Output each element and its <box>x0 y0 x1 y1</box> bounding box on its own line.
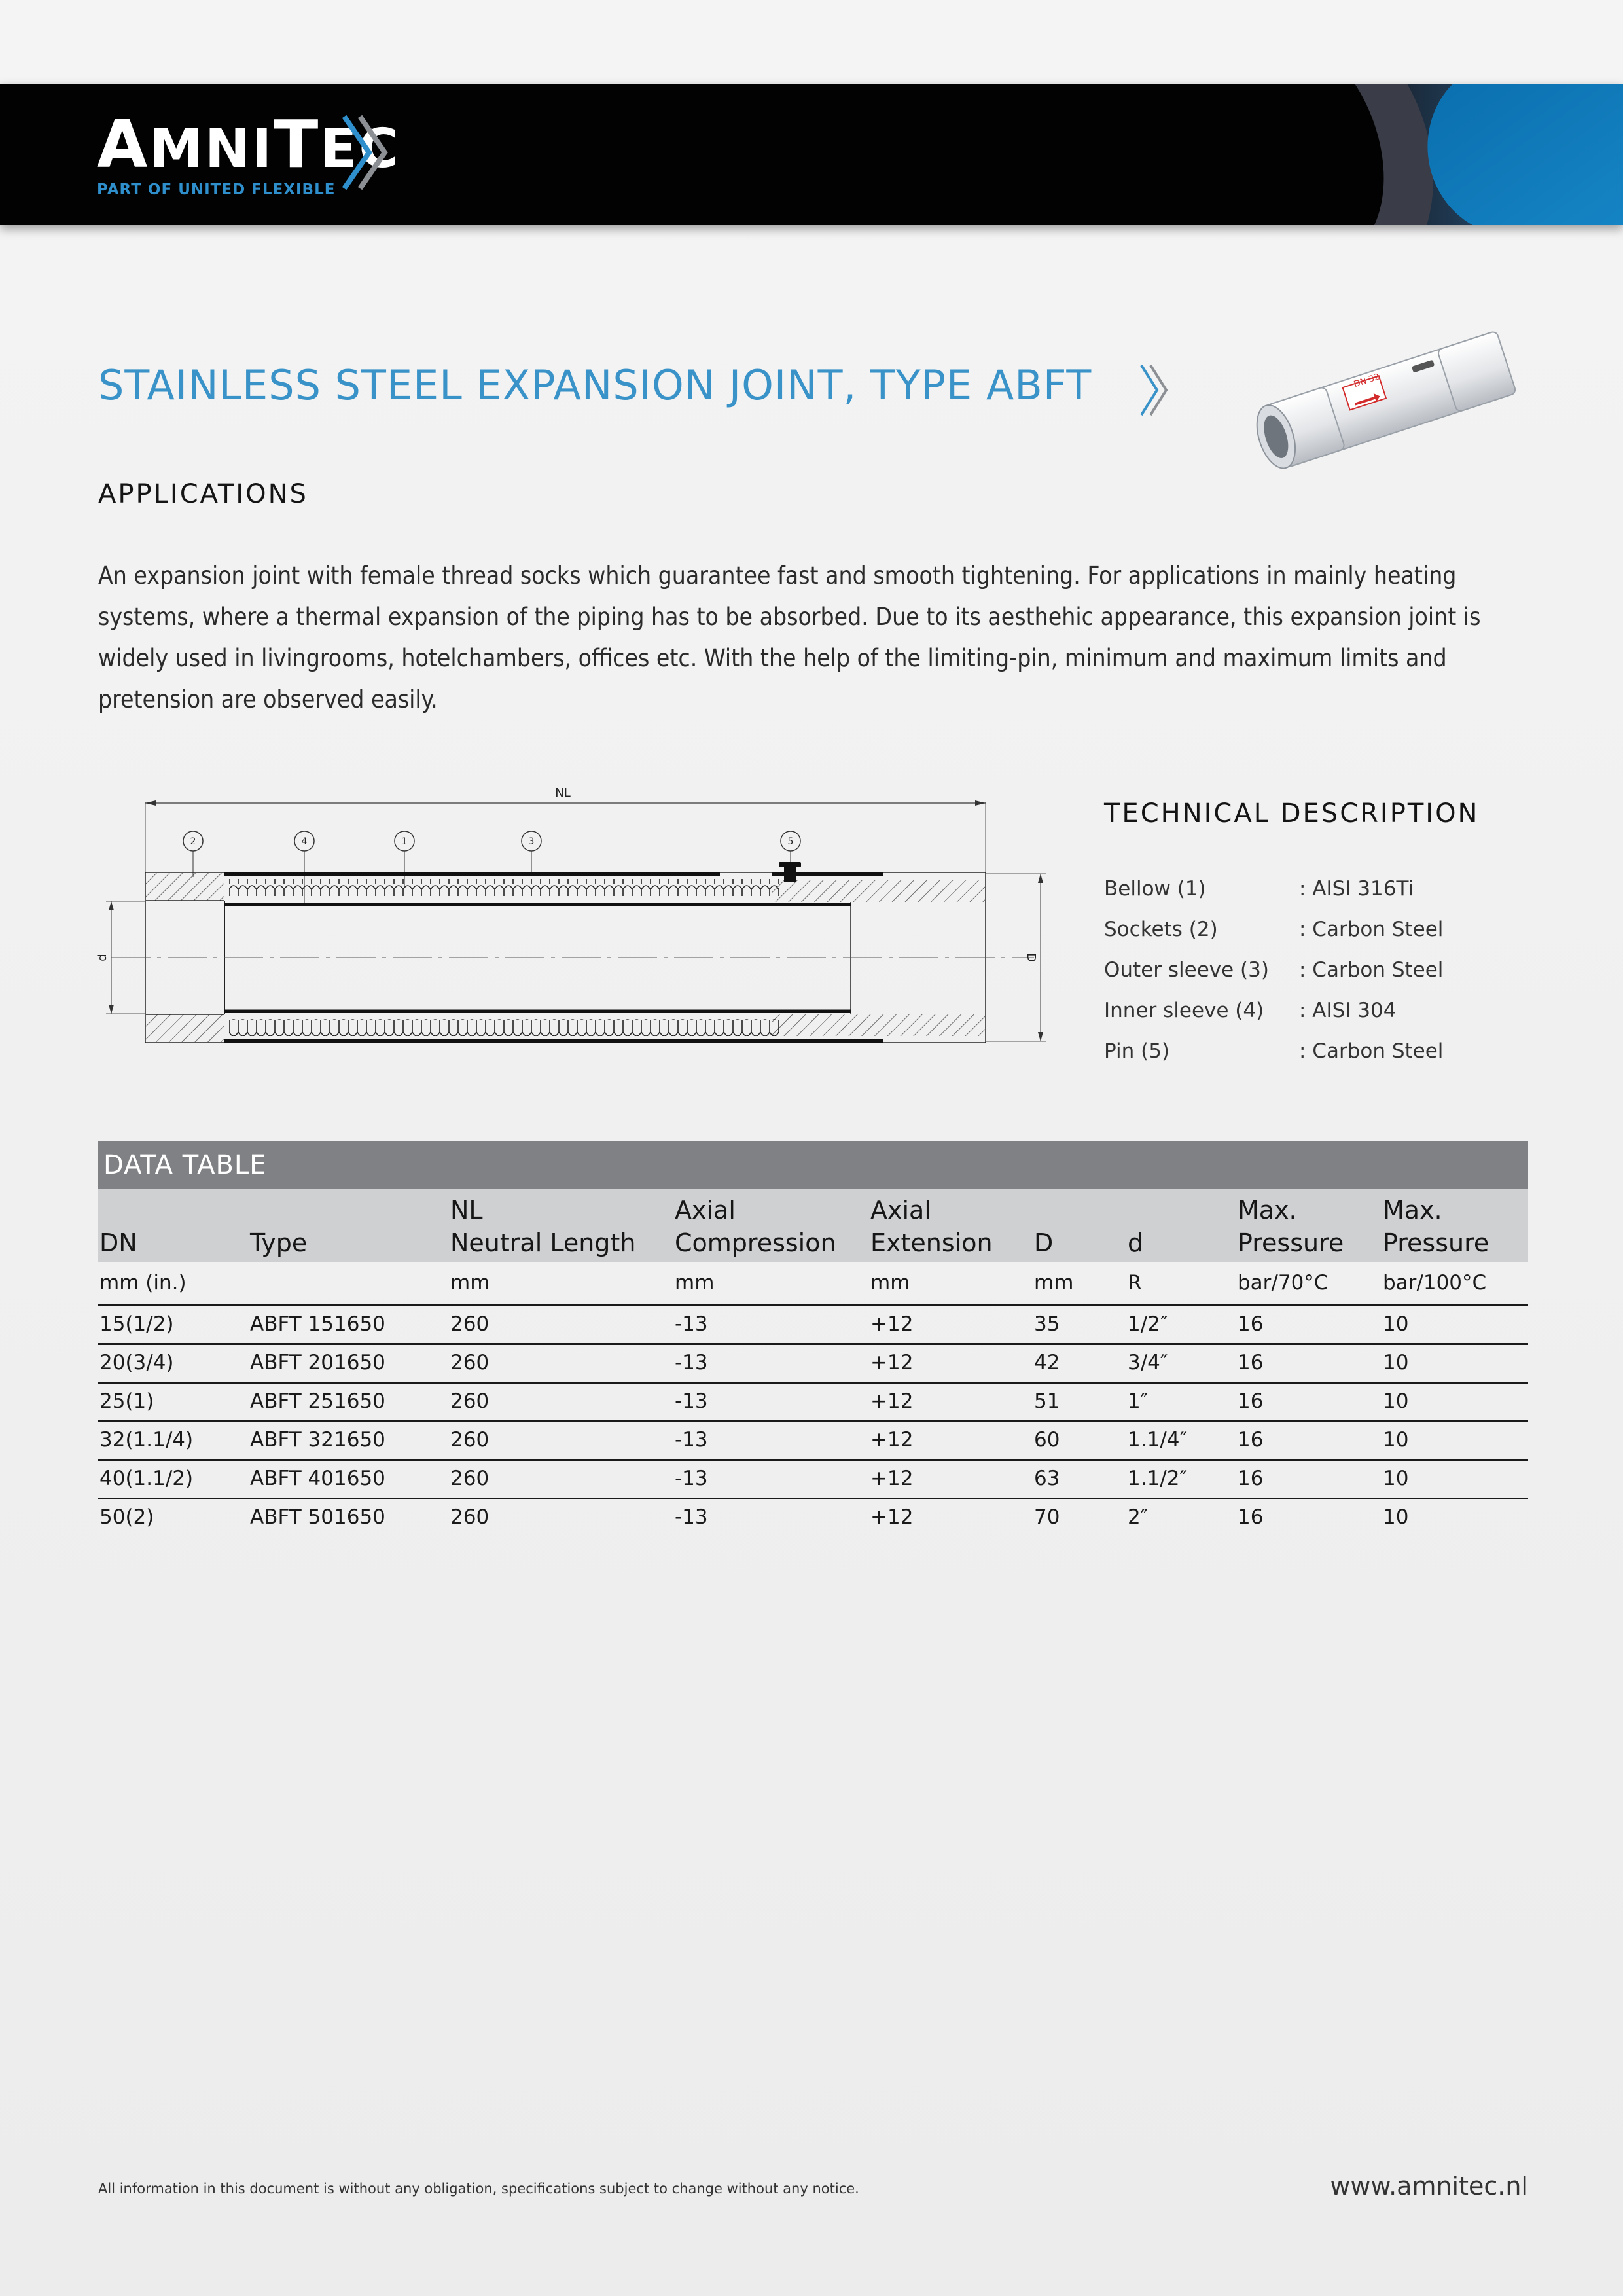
cell-pressure-70: 16 <box>1238 1351 1264 1374</box>
spec-value: : Carbon Steel <box>1299 1039 1444 1063</box>
header-type: Type <box>250 1229 308 1257</box>
cell-outer-diameter: 63 <box>1034 1467 1060 1490</box>
cell-type: ABFT 251650 <box>250 1390 385 1413</box>
technical-spec-list <box>1104 877 1471 1080</box>
header-nl-line2: Neutral Length <box>450 1229 636 1257</box>
dimension-d-label: d <box>96 954 109 961</box>
product-label: DN 32 <box>1352 372 1381 390</box>
cell-outer-diameter: 42 <box>1034 1351 1060 1374</box>
unit-cell: bar/70°C <box>1238 1271 1329 1295</box>
header-dn: DN <box>99 1229 137 1257</box>
cell-dn: 15(1/2) <box>99 1312 174 1336</box>
table-row <box>98 1306 1528 1345</box>
table-row <box>98 1383 1528 1422</box>
cell-nl: 260 <box>450 1312 490 1336</box>
cell-compression: -13 <box>675 1390 708 1413</box>
cell-type: ABFT 201650 <box>250 1351 385 1374</box>
unit-cell: bar/100°C <box>1383 1271 1487 1295</box>
footer-disclaimer: All information in this document is without any obligation, specifications subject to change without any notice. <box>98 2181 859 2197</box>
cell-outer-diameter: 51 <box>1034 1390 1060 1413</box>
title-chevron-icon <box>1139 363 1169 418</box>
spec-label: Outer sleeve (3) <box>1104 958 1269 982</box>
cell-type: ABFT 401650 <box>250 1467 385 1490</box>
cell-dn: 20(3/4) <box>99 1351 174 1374</box>
cell-outer-diameter: 35 <box>1034 1312 1060 1336</box>
spec-value: : Carbon Steel <box>1299 958 1444 982</box>
technical-heading: TECHNICAL DESCRIPTION <box>1104 798 1480 829</box>
cell-compression: -13 <box>675 1467 708 1490</box>
cell-pressure-70: 16 <box>1238 1467 1264 1490</box>
cell-pressure-100: 10 <box>1383 1467 1409 1490</box>
header-axial-extension-line2: Extension <box>870 1229 993 1257</box>
spec-label: Pin (5) <box>1104 1039 1170 1063</box>
cell-nl: 260 <box>450 1351 490 1374</box>
cell-extension: +12 <box>870 1312 914 1336</box>
cell-extension: +12 <box>870 1428 914 1452</box>
callout-3: 3 <box>528 836 535 847</box>
header-axial-extension-line1: Axial <box>870 1196 931 1225</box>
cell-thread: 1.1/4″ <box>1128 1428 1188 1452</box>
spec-item-inner-sleeve <box>1104 999 1471 1039</box>
cell-pressure-70: 16 <box>1238 1505 1264 1529</box>
header-nl-line1: NL <box>450 1196 483 1225</box>
table-row <box>98 1460 1528 1499</box>
data-table-header <box>98 1189 1528 1262</box>
data-table-units-row <box>98 1262 1528 1306</box>
cell-pressure-100: 10 <box>1383 1505 1409 1529</box>
cell-type: ABFT 151650 <box>250 1312 385 1336</box>
company-logo[interactable] <box>97 106 401 198</box>
dimension-nl-label: NL <box>555 786 571 800</box>
table-row <box>98 1344 1528 1384</box>
unit-cell: mm <box>450 1271 490 1295</box>
header-outer-diameter: D <box>1034 1229 1054 1257</box>
cell-thread: 1″ <box>1128 1390 1149 1413</box>
cell-nl: 260 <box>450 1390 490 1413</box>
header-max-pressure-70-line2: Pressure <box>1238 1229 1344 1257</box>
cell-type: ABFT 501650 <box>250 1505 385 1529</box>
header-axial-compression-line1: Axial <box>675 1196 736 1225</box>
cell-pressure-70: 16 <box>1238 1390 1264 1413</box>
cell-outer-diameter: 60 <box>1034 1428 1060 1452</box>
footer-website-link[interactable]: www.amnitec.nl <box>1330 2172 1528 2200</box>
cell-pressure-100: 10 <box>1383 1351 1409 1374</box>
logo-chevron-icon <box>340 114 393 191</box>
cell-thread: 1/2″ <box>1128 1312 1168 1336</box>
technical-drawing <box>92 782 1060 1057</box>
cell-compression: -13 <box>675 1351 708 1374</box>
header-max-pressure-100-line1: Max. <box>1383 1196 1442 1225</box>
cell-dn: 40(1.1/2) <box>99 1467 194 1490</box>
cell-pressure-100: 10 <box>1383 1390 1409 1413</box>
spec-item-outer-sleeve <box>1104 958 1471 999</box>
cell-pressure-70: 16 <box>1238 1428 1264 1452</box>
cell-dn: 25(1) <box>99 1390 154 1413</box>
table-row <box>98 1499 1528 1536</box>
cell-type: ABFT 321650 <box>250 1428 385 1452</box>
cell-pressure-100: 10 <box>1383 1428 1409 1452</box>
cell-nl: 260 <box>450 1467 490 1490</box>
unit-cell: mm <box>870 1271 910 1295</box>
header-bar <box>0 84 1623 225</box>
cell-thread: 3/4″ <box>1128 1351 1168 1374</box>
spec-value: : AISI 304 <box>1299 999 1397 1022</box>
unit-cell: mm (in.) <box>99 1271 187 1295</box>
spec-item-sockets <box>1104 918 1471 958</box>
logo-wordmark: AMNITEC <box>97 106 401 183</box>
header-thread-size: d <box>1128 1229 1144 1257</box>
cell-dn: 50(2) <box>99 1505 154 1529</box>
cell-thread: 2″ <box>1128 1505 1149 1529</box>
cell-pressure-100: 10 <box>1383 1312 1409 1336</box>
callout-1: 1 <box>401 836 408 847</box>
callout-4: 4 <box>301 836 308 847</box>
cell-compression: -13 <box>675 1312 708 1336</box>
cell-extension: +12 <box>870 1467 914 1490</box>
callout-5: 5 <box>787 836 794 847</box>
cell-dn: 32(1.1/4) <box>99 1428 194 1452</box>
header-swoosh-decoration <box>1335 84 1623 225</box>
callout-2: 2 <box>190 836 196 847</box>
spec-value: : AISI 316Ti <box>1299 877 1414 901</box>
header-max-pressure-100-line2: Pressure <box>1383 1229 1489 1257</box>
spec-item-bellow <box>1104 877 1471 918</box>
applications-heading: APPLICATIONS <box>98 479 308 509</box>
header-axial-compression-line2: Compression <box>675 1229 836 1257</box>
cell-compression: -13 <box>675 1428 708 1452</box>
spec-item-pin <box>1104 1039 1471 1080</box>
spec-label: Inner sleeve (4) <box>1104 999 1264 1022</box>
cell-thread: 1.1/2″ <box>1128 1467 1188 1490</box>
cell-extension: +12 <box>870 1351 914 1374</box>
spec-label: Bellow (1) <box>1104 877 1206 901</box>
product-photo <box>1230 317 1531 481</box>
table-row <box>98 1422 1528 1461</box>
cell-nl: 260 <box>450 1505 490 1529</box>
cell-pressure-70: 16 <box>1238 1312 1264 1336</box>
cell-extension: +12 <box>870 1390 914 1413</box>
cell-extension: +12 <box>870 1505 914 1529</box>
cell-outer-diameter: 70 <box>1034 1505 1060 1529</box>
spec-value: : Carbon Steel <box>1299 918 1444 941</box>
page-title: STAINLESS STEEL EXPANSION JOINT, TYPE ABFT <box>98 361 1092 409</box>
header-max-pressure-70-line1: Max. <box>1238 1196 1297 1225</box>
unit-cell: mm <box>1034 1271 1074 1295</box>
logo-subtitle: PART OF UNITED FLEXIBLE <box>97 181 336 198</box>
cell-compression: -13 <box>675 1505 708 1529</box>
dimension-big-d-label: D <box>1024 953 1038 962</box>
data-table-title: DATA TABLE <box>98 1141 1528 1189</box>
cell-nl: 260 <box>450 1428 490 1452</box>
spec-label: Sockets (2) <box>1104 918 1218 941</box>
applications-text: An expansion joint with female thread socks which guarantee fast and smooth tightening. For applications in mainly heating systems, where a thermal expansion of the piping has to be absorbed. Due to its aesthehic appearance, this expansion joint is widely used in livingrooms, hotelchambers, offices etc. With the help of the limiting-pin, minimum and maximum limits and pretension are observed easily. <box>98 562 1481 713</box>
unit-cell: R <box>1128 1271 1142 1295</box>
unit-cell: mm <box>675 1271 715 1295</box>
